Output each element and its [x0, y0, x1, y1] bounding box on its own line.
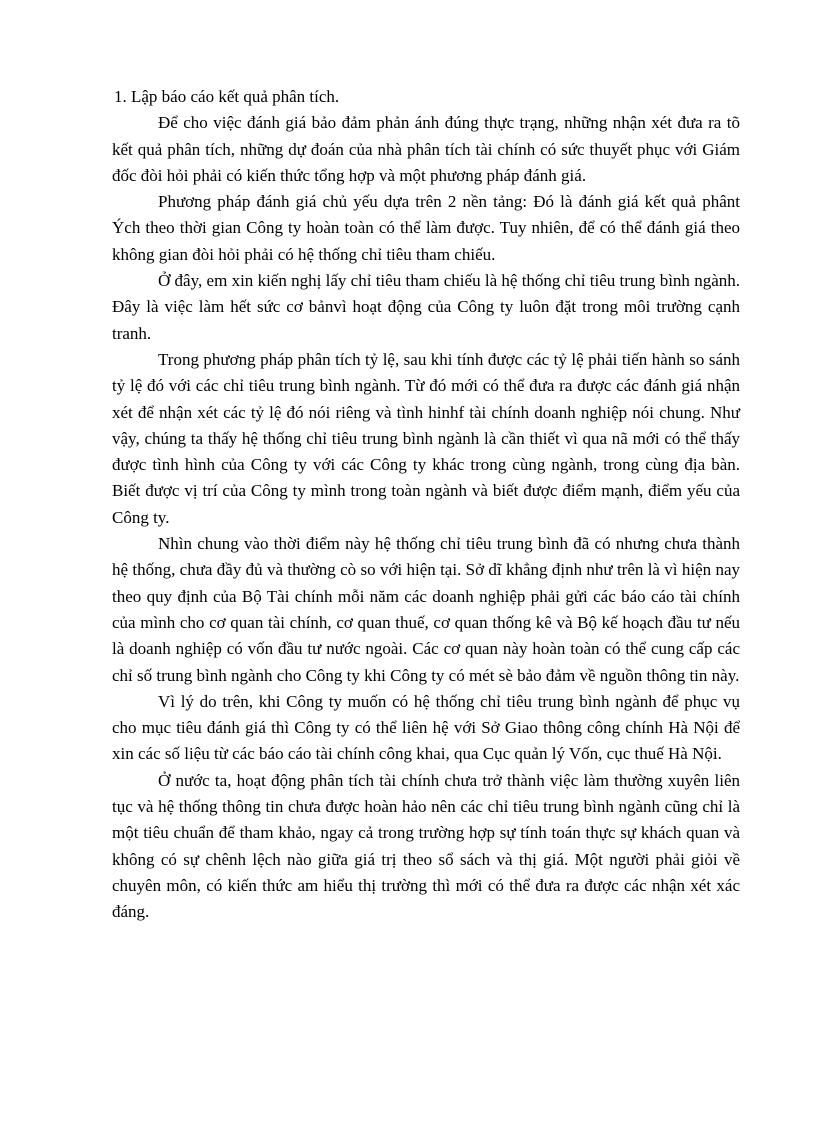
paragraph-evaluation-method: Phương pháp đánh giá chủ yếu dựa trên 2 nền tảng: Đó là đánh giá kết quả phânt Ých theo thời gian Công ty hoàn toàn có thể làm được. Tuy nhiên, để có thể đánh giá theo không gian đòi hỏi phải có hệ thống chỉ tiêu tham chiếu. — [112, 192, 740, 264]
paragraph-reference-indicators: Ở đây, em xin kiến nghị lấy chỉ tiêu tham chiếu là hệ thống chỉ tiêu trung bình ngành. Đây là việc làm hết sức cơ bảnvì hoạt động của Công ty luôn đặt trong môi trường cạnh tranh. — [112, 271, 740, 343]
document-page — [112, 84, 740, 926]
section-heading: 1. Lập báo cáo kết quả phân tích. — [114, 87, 340, 106]
paragraph-domestic-situation: Ở nước ta, hoạt động phân tích tài chính chưa trở thành việc làm thường xuyên liên tục và hệ thống thông tin chưa được hoàn hảo nên các chỉ tiêu trung bình ngành cũng chỉ là một tiêu chuẩn để tham khảo, ngay cả trong trường hợp sự tính toán thực sự khách quan và không có sự chênh lệch nào giữa giá trị theo sổ sách và thị giá. Một người phải giỏi về chuyên môn, có kiến thức am hiểu thị trường thì mới có thể đưa ra được các nhận xét xác đáng. — [112, 770, 740, 922]
paragraph-data-sources: Vì lý do trên, khi Công ty muốn có hệ thống chỉ tiêu trung bình ngành để phục vụ cho mục tiêu đánh giá thì Công ty có thể liên hệ với Sở Giao thông công chính Hà Nội để xin các số liệu từ các báo cáo tài chính công khai, qua Cục quản lý Vốn, cục thuế Hà Nội. — [112, 691, 740, 764]
paragraph-evaluation-purpose: Để cho việc đánh giá bảo đảm phản ánh đúng thực trạng, những nhận xét đưa ra tõ kết quả phân tích, những dự đoán của nhà phân tích tài chính có sức thuyết phục với Giám đốc đòi hỏi phải có kiến thức tổng hợp và một phương pháp đánh giá. — [112, 113, 740, 185]
paragraph-current-status: Nhìn chung vào thời điểm này hệ thống chỉ tiêu trung bình đã có nhưng chưa thành hệ thống, chưa đầy đủ và thường cò so với hiện tại. Sở dĩ khẳng định như trên là vì hiện nay theo quy định của Bộ Tài chính mỗi năm các doanh nghiệp phải gửi các báo cáo tài chính của mình cho cơ quan tài chính, cơ quan thuế, cơ quan thống kê và Bộ kế hoạch đầu tư nếu là doanh nghiệp có vốn đầu tư nước ngoài. Các cơ quan này hoàn toàn có thể cung cấp các chỉ số trung bình ngành cho Công ty khi Công ty có mét sè bảo đảm về nguồn thông tin này. — [112, 534, 740, 685]
paragraph-ratio-analysis: Trong phương pháp phân tích tỷ lệ, sau khi tính được các tỷ lệ phải tiến hành so sánh tỷ lệ đó với các chỉ tiêu trung bình ngành. Từ đó mới có thể đưa ra được các đánh giá nhận xét để nhận xét các tỷ lệ đó nói riêng và tình hinhf tài chính doanh nghiệp nói chung. Như vậy, chúng ta thấy hệ thống chỉ tiêu trung bình ngành là cần thiết vì qua nã mới có thể thấy được tình hình của Công ty với các Công ty khác trong cùng ngành, trong cùng địa bàn. Biết được vị trí của Công ty mình trong toàn ngành và biết được điểm mạnh, điểm yếu của Công ty. — [112, 349, 740, 527]
